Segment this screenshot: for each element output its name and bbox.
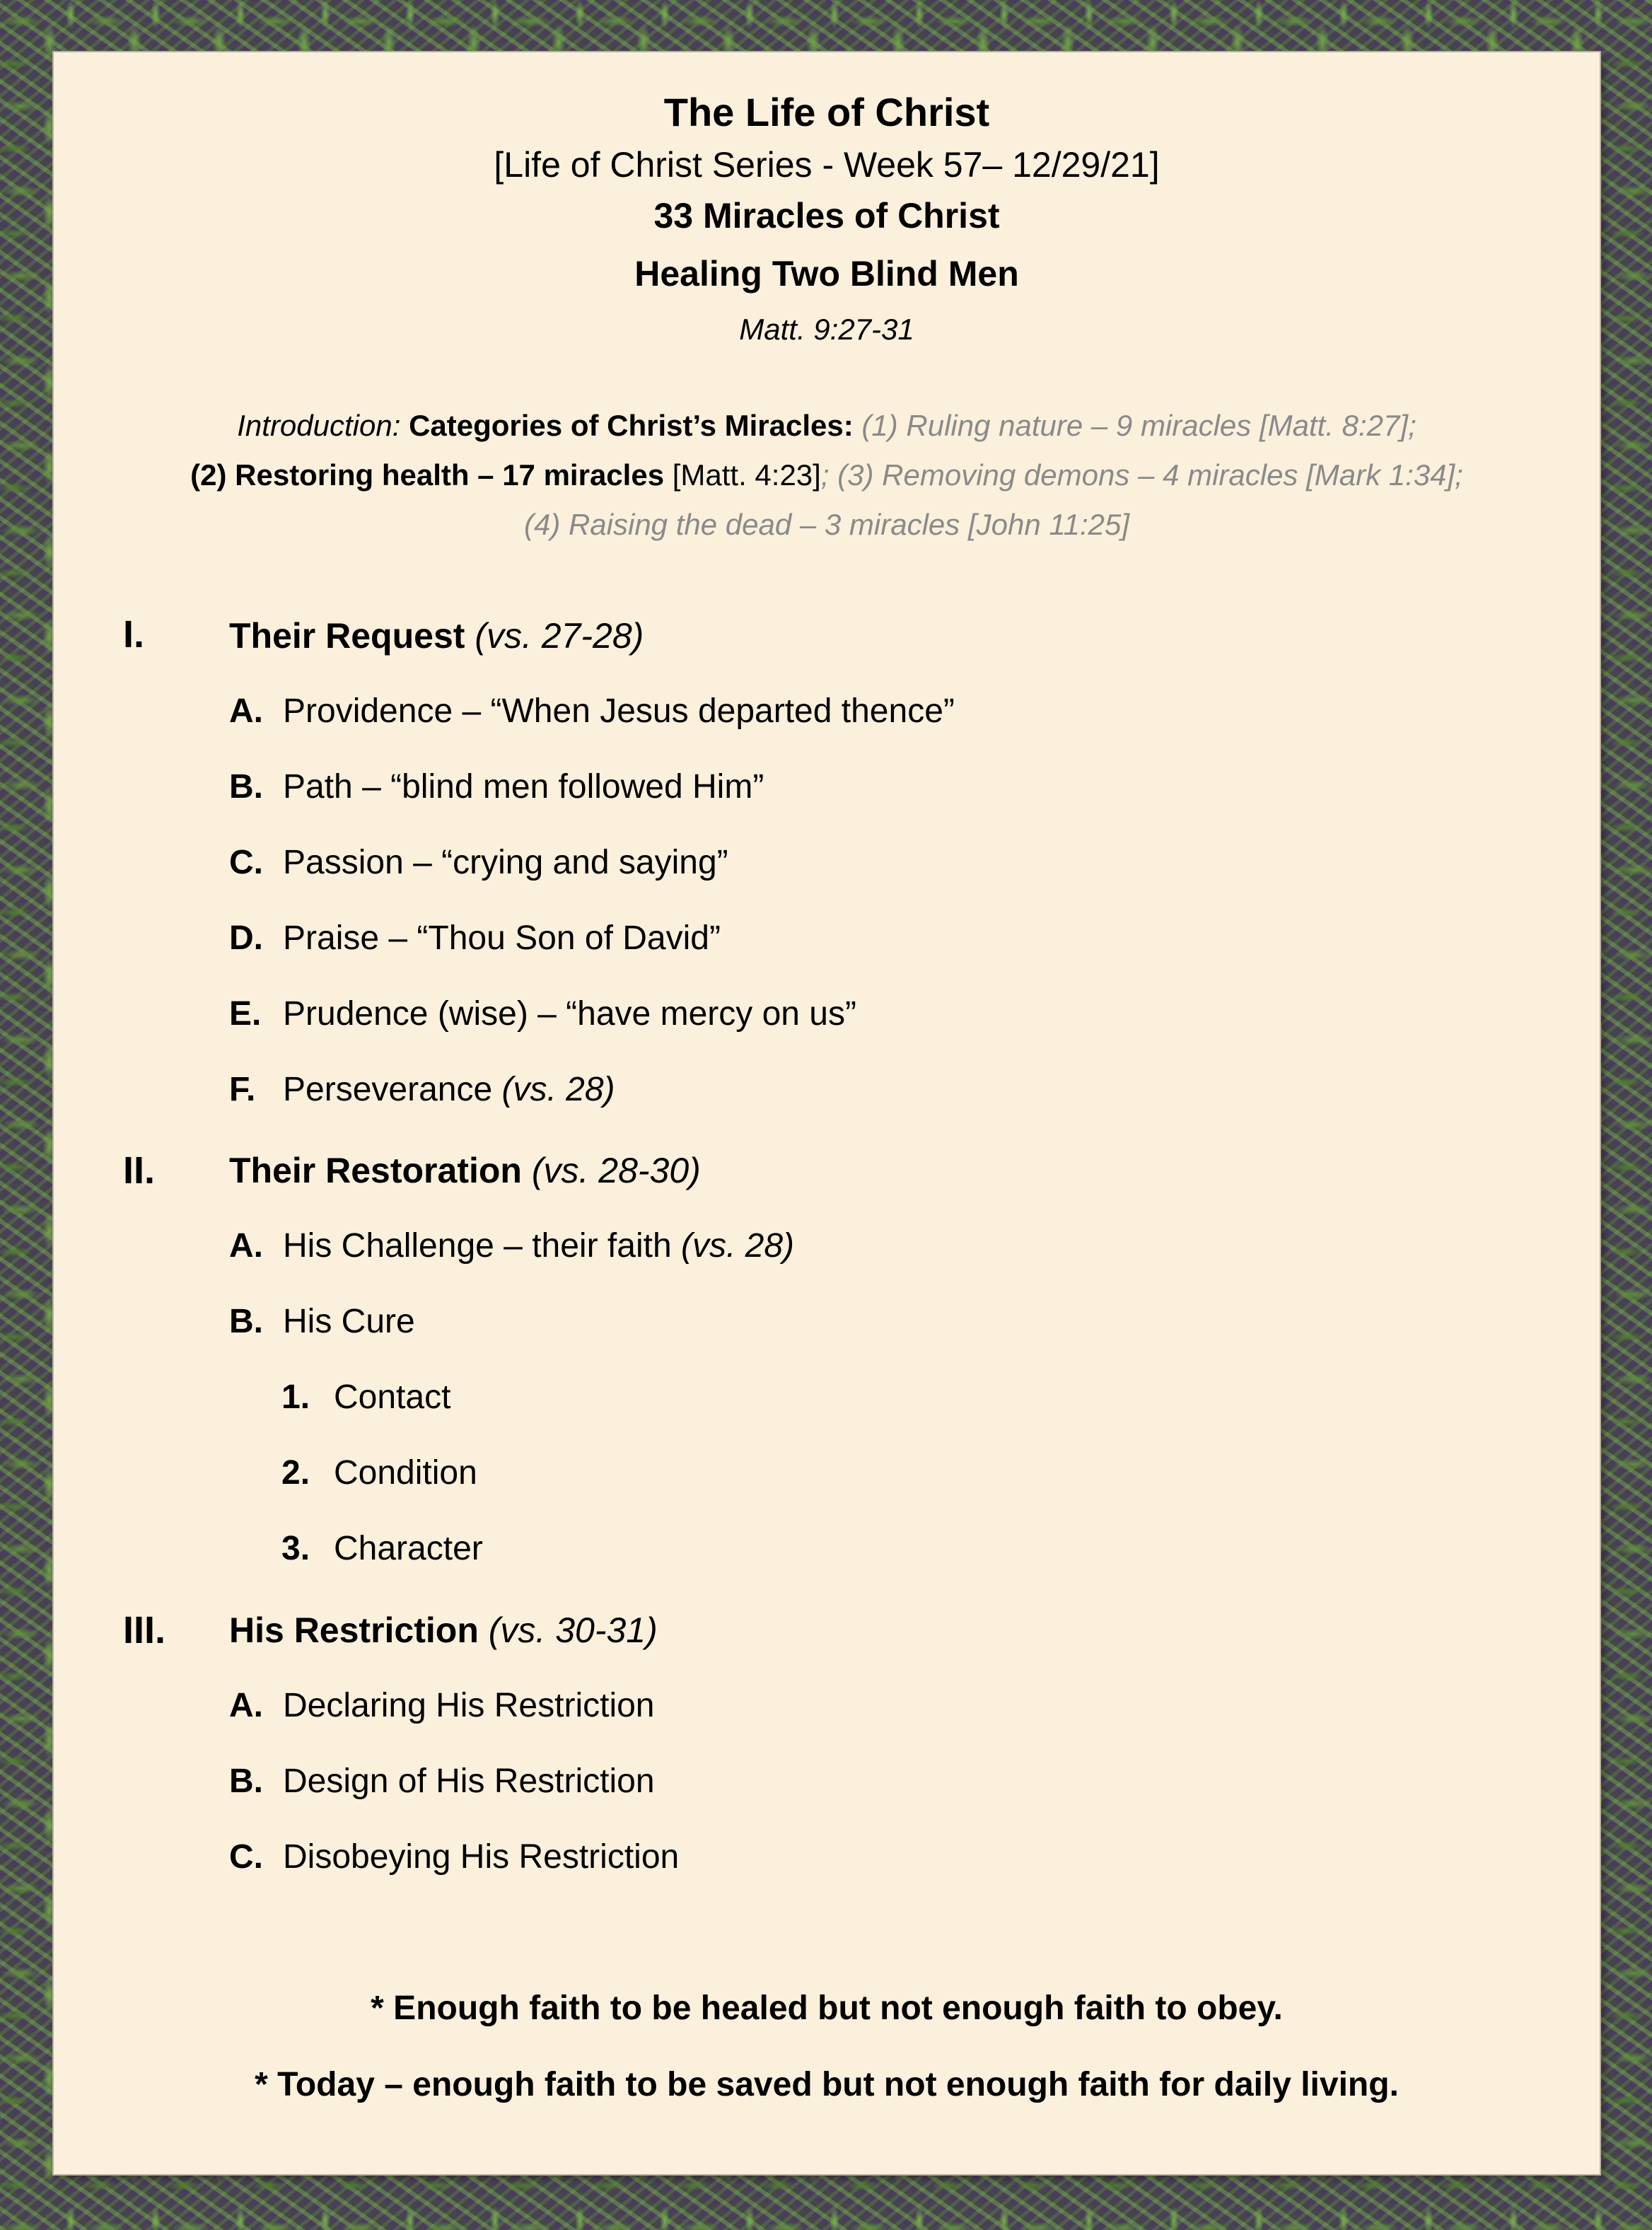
intro-category-3: ; (3) Removing demons – 4 miracles [Mark 1:34];: [820, 458, 1463, 492]
section-2-number: II.: [123, 1149, 156, 1192]
scripture-reference: Matt. 9:27-31: [739, 313, 914, 346]
item-text: Praise – “Thou Son of David”: [283, 919, 721, 957]
section-1-title: Their Request: [229, 616, 465, 656]
section-1-ref: (vs. 27-28): [475, 616, 644, 656]
section-3-number: III.: [123, 1609, 166, 1651]
item-label: B.: [229, 768, 263, 806]
intro-category-4: (4) Raising the dead – 3 miracles [John 11:25]: [523, 508, 1130, 541]
section-2-heading: [229, 1150, 701, 1191]
closing-point-1: * Enough faith to be healed but not enough faith to obey.: [371, 1990, 1283, 2027]
section-2-title: Their Restoration: [229, 1151, 522, 1190]
item-text: Passion – “crying and saying”: [283, 844, 728, 881]
intro-line-3: [54, 508, 1600, 542]
item-text: Condition: [334, 1454, 477, 1492]
list-item: [281, 1453, 477, 1492]
intro-line-1: [54, 409, 1600, 443]
list-item: [229, 994, 856, 1033]
item-label: B.: [229, 1303, 263, 1340]
list-item: [229, 767, 764, 806]
list-item: [229, 1686, 655, 1725]
outline-page: [54, 52, 1600, 2174]
item-label: 1.: [281, 1378, 310, 1416]
closing-point-2: * Today – enough faith to be saved but not enough faith for daily living.: [255, 2066, 1399, 2103]
section-3-title: His Restriction: [229, 1610, 479, 1650]
intro-category-2: (2) Restoring health – 17 miracles: [190, 458, 665, 492]
item-text: Disobeying His Restriction: [283, 1838, 680, 1876]
item-text: His Challenge – their faith: [283, 1227, 672, 1265]
section-1-heading: [229, 615, 644, 656]
section-1-number: I.: [123, 613, 145, 656]
list-item: [229, 1302, 415, 1341]
item-text: Path – “blind men followed Him”: [283, 768, 764, 806]
list-item: [229, 1226, 794, 1265]
intro-line-2: [54, 458, 1600, 492]
item-label: 3.: [281, 1530, 310, 1567]
item-text: Declaring His Restriction: [283, 1687, 655, 1724]
item-label: 2.: [281, 1454, 310, 1492]
intro-heading: Categories of Christ’s Miracles:: [409, 409, 854, 442]
item-ref: (vs. 28): [501, 1071, 615, 1108]
item-label: B.: [229, 1762, 263, 1800]
list-item: [229, 1762, 655, 1801]
item-label: F.: [229, 1071, 256, 1108]
section-3-heading: [229, 1610, 658, 1651]
list-item: [281, 1378, 450, 1417]
item-label: E.: [229, 995, 262, 1033]
item-label: A.: [229, 692, 263, 730]
list-item: [281, 1529, 483, 1568]
item-label: C.: [229, 844, 263, 881]
list-item: [229, 1070, 615, 1109]
item-label: D.: [229, 919, 263, 957]
subtitle-sermon: Healing Two Blind Men: [634, 254, 1019, 294]
item-text: His Cure: [283, 1303, 415, 1340]
item-ref: (vs. 28): [680, 1227, 795, 1265]
intro-category-1: (1) Ruling nature – 9 miracles [Matt. 8:27];: [861, 409, 1417, 442]
list-item: [229, 919, 721, 958]
series-info: [Life of Christ Series - Week 57– 12/29/21]: [494, 145, 1160, 185]
page-title: The Life of Christ: [663, 90, 990, 134]
item-text: Perseverance: [283, 1071, 493, 1108]
intro-category-2-ref: [Matt. 4:23]: [672, 458, 821, 492]
list-item: [229, 843, 728, 882]
list-item: [229, 1837, 679, 1876]
subtitle-miracles: 33 Miracles of Christ: [653, 196, 1000, 236]
item-label: A.: [229, 1687, 263, 1724]
item-text: Character: [334, 1530, 483, 1567]
item-label: A.: [229, 1227, 263, 1265]
item-text: Prudence (wise) – “have mercy on us”: [283, 995, 856, 1033]
item-label: C.: [229, 1838, 263, 1876]
item-text: Design of His Restriction: [283, 1762, 655, 1800]
section-2-ref: (vs. 28-30): [531, 1151, 701, 1190]
list-item: [229, 692, 955, 731]
section-3-ref: (vs. 30-31): [488, 1610, 658, 1650]
item-text: Contact: [334, 1378, 451, 1416]
item-text: Providence – “When Jesus departed thence”: [283, 692, 955, 730]
intro-lead: Introduction:: [237, 409, 401, 442]
